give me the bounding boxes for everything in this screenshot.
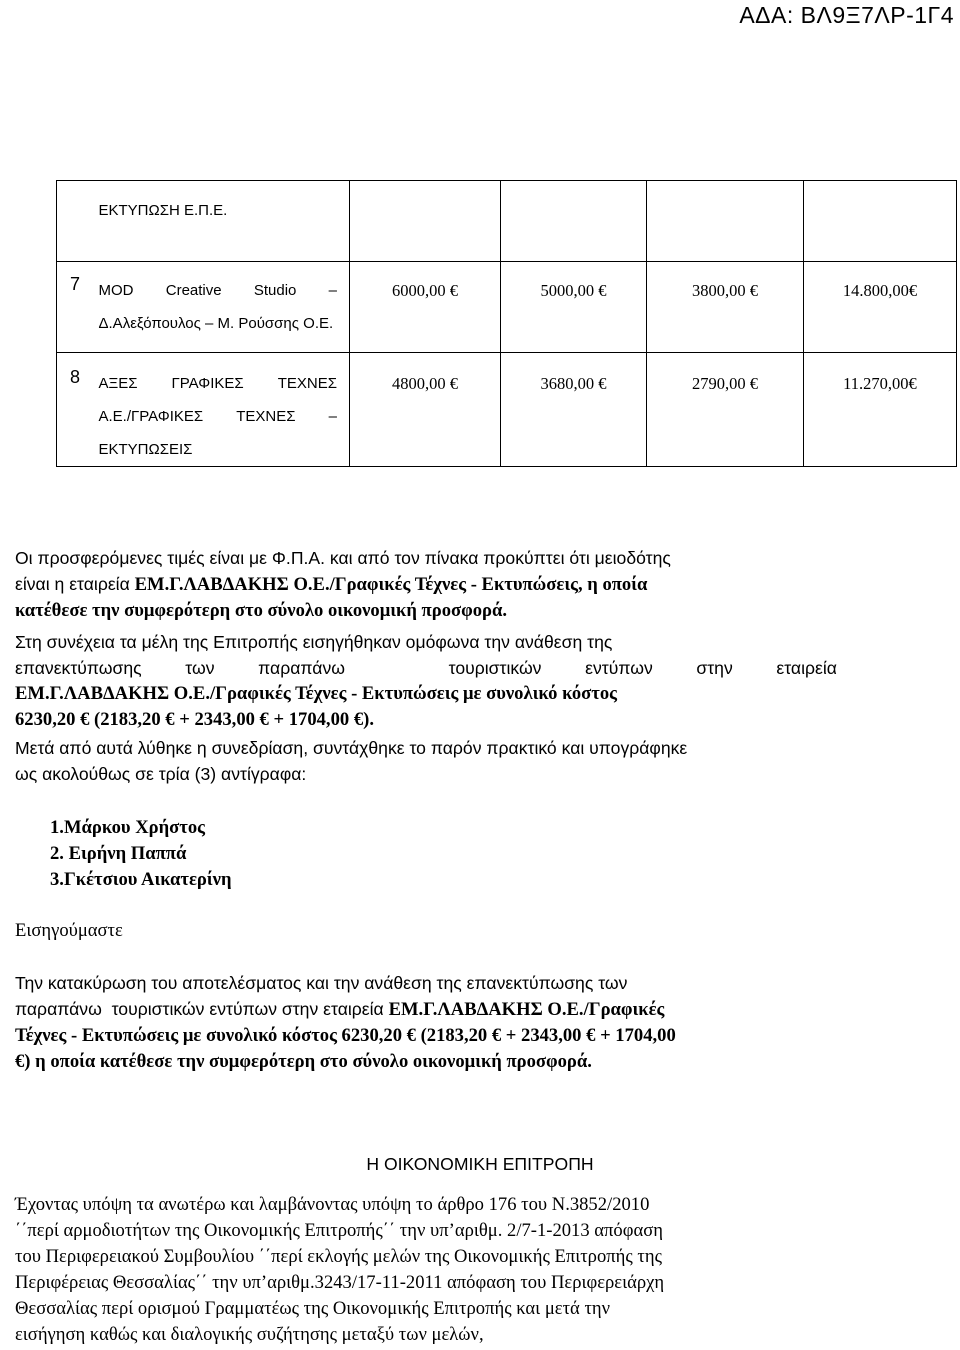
- word: τουριστικών: [448, 658, 542, 678]
- cell-amount: [804, 262, 957, 353]
- company-name: ΕΚΤΥΠΩΣΗ Ε.Π.Ε.: [98, 202, 228, 219]
- paragraph-line: Στη συνέχεια τα μέλη της Επιτροπής εισηγήθηκαν ομόφωνα την ανάθεση της: [15, 632, 613, 652]
- cell-amount: [350, 181, 501, 262]
- ada-code: ΑΔΑ: ΒΛ9Ξ7ΛΡ-1Γ4: [739, 2, 954, 28]
- company-word: Α.Ε./ΓΡΑΦΙΚΕΣ: [98, 408, 204, 425]
- table-row: [57, 181, 957, 262]
- amount-value: 5000,00 €: [540, 281, 607, 300]
- company-name-line: Δ.Αλεξόπουλος – Μ. Ρούσσης Ο.Ε.: [98, 315, 334, 332]
- paragraph-line: Τέχνες - Εκτυπώσεις με συνολικό κόστος 6230,20 € (2183,20 € + 2343,00 € + 1704,00: [15, 1025, 676, 1046]
- paragraph-lowest-bidder: [15, 545, 837, 624]
- paragraph-line: Την κατακύρωση του αποτελέσματος και την ανάθεση της επανεκτύπωσης των: [15, 973, 628, 993]
- paragraph-text: παραπάνω τουριστικών εντύπων στην εταιρεία: [15, 999, 384, 1019]
- company-name-line: ΕΚΤΥΠΩΣΕΙΣ: [98, 441, 193, 458]
- paragraph-closing: [15, 735, 837, 787]
- company-word: ΤΕΧΝΕΣ: [236, 408, 296, 425]
- paragraph-line: [15, 571, 837, 598]
- amount-value: 4800,00 €: [392, 374, 458, 393]
- cell-amount: [501, 262, 647, 353]
- list-item: 2. Ειρήνη Παππά: [50, 843, 187, 864]
- table-row: [57, 353, 957, 467]
- list-item: 3.Γκέτσιου Αικατερίνη: [50, 869, 232, 890]
- cell-amount: [647, 353, 804, 467]
- company-word: Studio: [253, 282, 297, 299]
- paragraph-line: [15, 996, 837, 1023]
- amount-value: 6000,00 €: [392, 281, 458, 300]
- company-word: ΑΞΕΣ: [98, 375, 138, 392]
- word: επανεκτύπωσης: [15, 658, 142, 678]
- paragraph-line: Περιφέρειας Θεσσαλίας΄΄ την υπ’αριθμ.3243/17-11-2011 απόφαση του Περιφερειάρχη: [15, 1272, 665, 1293]
- company-word: MOD: [98, 282, 134, 299]
- cell-amount: [804, 181, 957, 262]
- paragraph-line: ΕΜ.Γ.ΛΑΒΔΑΚΗΣ Ο.Ε./Γραφικές Τέχνες - Εκτυπώσεις με συνολικό κόστος: [15, 683, 617, 704]
- paragraph-line: [15, 655, 837, 681]
- cell-amount: [647, 181, 804, 262]
- paragraph-line: Οι προσφερόμενες τιμές είναι με Φ.Π.Α. και από τον πίνακα προκύπτει ότι μειοδότης: [15, 548, 671, 568]
- cell-amount: [350, 353, 501, 467]
- committee-title: Η ΟΙΚΟΝΟΜΙΚΗ ΕΠΙΤΡΟΠΗ: [366, 1154, 594, 1174]
- cell-amount: [647, 262, 804, 353]
- paragraph-line: €) η οποία κατέθεσε την συμφερότερη στο σύνολο οικονομική προσφορά.: [15, 1051, 592, 1072]
- word: εταιρεία: [776, 658, 837, 678]
- company-word: Creative: [165, 282, 222, 299]
- word: στην: [696, 658, 733, 678]
- amount-value: 3680,00 €: [540, 374, 607, 393]
- paragraph-line: Μετά από αυτά λύθηκε η συνεδρίαση, συντάχθηκε το παρόν πρακτικό και υπογράφηκε: [15, 738, 688, 758]
- amount-value: 11.270,00€: [843, 374, 917, 393]
- company-bold: ΕΜ.Γ.ΛΑΒΔΑΚΗΣ Ο.Ε./Γραφικές: [388, 999, 665, 1020]
- table-row: [57, 262, 957, 353]
- paragraph-line: Έχοντας υπόψη τα ανωτέρω και λαμβάνοντας υπόψη το άρθρο 176 του Ν.3852/2010: [15, 1194, 650, 1215]
- company-word: –: [328, 282, 337, 299]
- cell-company: [99, 181, 350, 262]
- word: των: [185, 658, 215, 678]
- paragraph-proposal: [15, 970, 837, 1075]
- row-number: 7: [57, 262, 99, 353]
- paragraph-line: εισήγηση καθώς και διαλογικής συζήτησης μεταξύ των μελών,: [15, 1324, 484, 1345]
- signatories-list: [50, 815, 232, 893]
- amount-value: 2790,00 €: [692, 374, 758, 393]
- paragraph-line: ως ακολούθως σε τρία (3) αντίγραφα:: [15, 764, 307, 784]
- paragraph-assignment: [15, 629, 837, 733]
- row-number: 8: [57, 353, 99, 467]
- cell-amount: [501, 353, 647, 467]
- paragraph-line: Θεσσαλίας περί ορισμού Γραμματέως της Οικονομικής Επιτροπής και μετά την: [15, 1298, 611, 1319]
- proposal-heading: Εισηγούμαστε: [15, 920, 123, 941]
- amount-value: 14.800,00€: [842, 281, 918, 300]
- offers-table: [56, 180, 957, 467]
- paragraph-considerations: [15, 1192, 837, 1348]
- list-item: 1.Μάρκου Χρήστος: [50, 817, 205, 838]
- cell-amount: [350, 262, 501, 353]
- word: παραπάνω: [258, 658, 345, 678]
- paragraph-line: ΄΄περί αρμοδιοτήτων της Οικονομικής Επιτροπής΄΄ την υπ’αριθμ. 2/7-1-2013 απόφαση: [15, 1220, 663, 1241]
- cell-company: [99, 262, 350, 353]
- company-word: ΓΡΑΦΙΚΕΣ: [171, 375, 244, 392]
- cell-num: [57, 181, 99, 262]
- company-word: ΤΕΧΝΕΣ: [277, 375, 337, 392]
- company-word: –: [328, 408, 337, 425]
- paragraph-line: του Περιφερειακού Συμβουλίου ΄΄περί εκλογής μελών της Οικονομικής Επιτροπής της: [15, 1246, 662, 1267]
- paragraph-line: κατέθεσε την συμφερότερη στο σύνολο οικονομική προσφορά.: [15, 600, 507, 621]
- amount-value: 3800,00 €: [692, 281, 758, 300]
- word: εντύπων: [585, 658, 653, 678]
- cell-amount: [804, 353, 957, 467]
- cell-company: [99, 353, 350, 467]
- company-bold: ΕΜ.Γ.ΛΑΒΔΑΚΗΣ Ο.Ε./Γραφικές Τέχνες - Εκτυπώσεις, η οποία: [134, 574, 648, 595]
- paragraph-text: είναι η εταιρεία: [15, 574, 130, 594]
- paragraph-line: 6230,20 € (2183,20 € + 2343,00 € + 1704,00 €).: [15, 709, 374, 730]
- cell-amount: [501, 181, 647, 262]
